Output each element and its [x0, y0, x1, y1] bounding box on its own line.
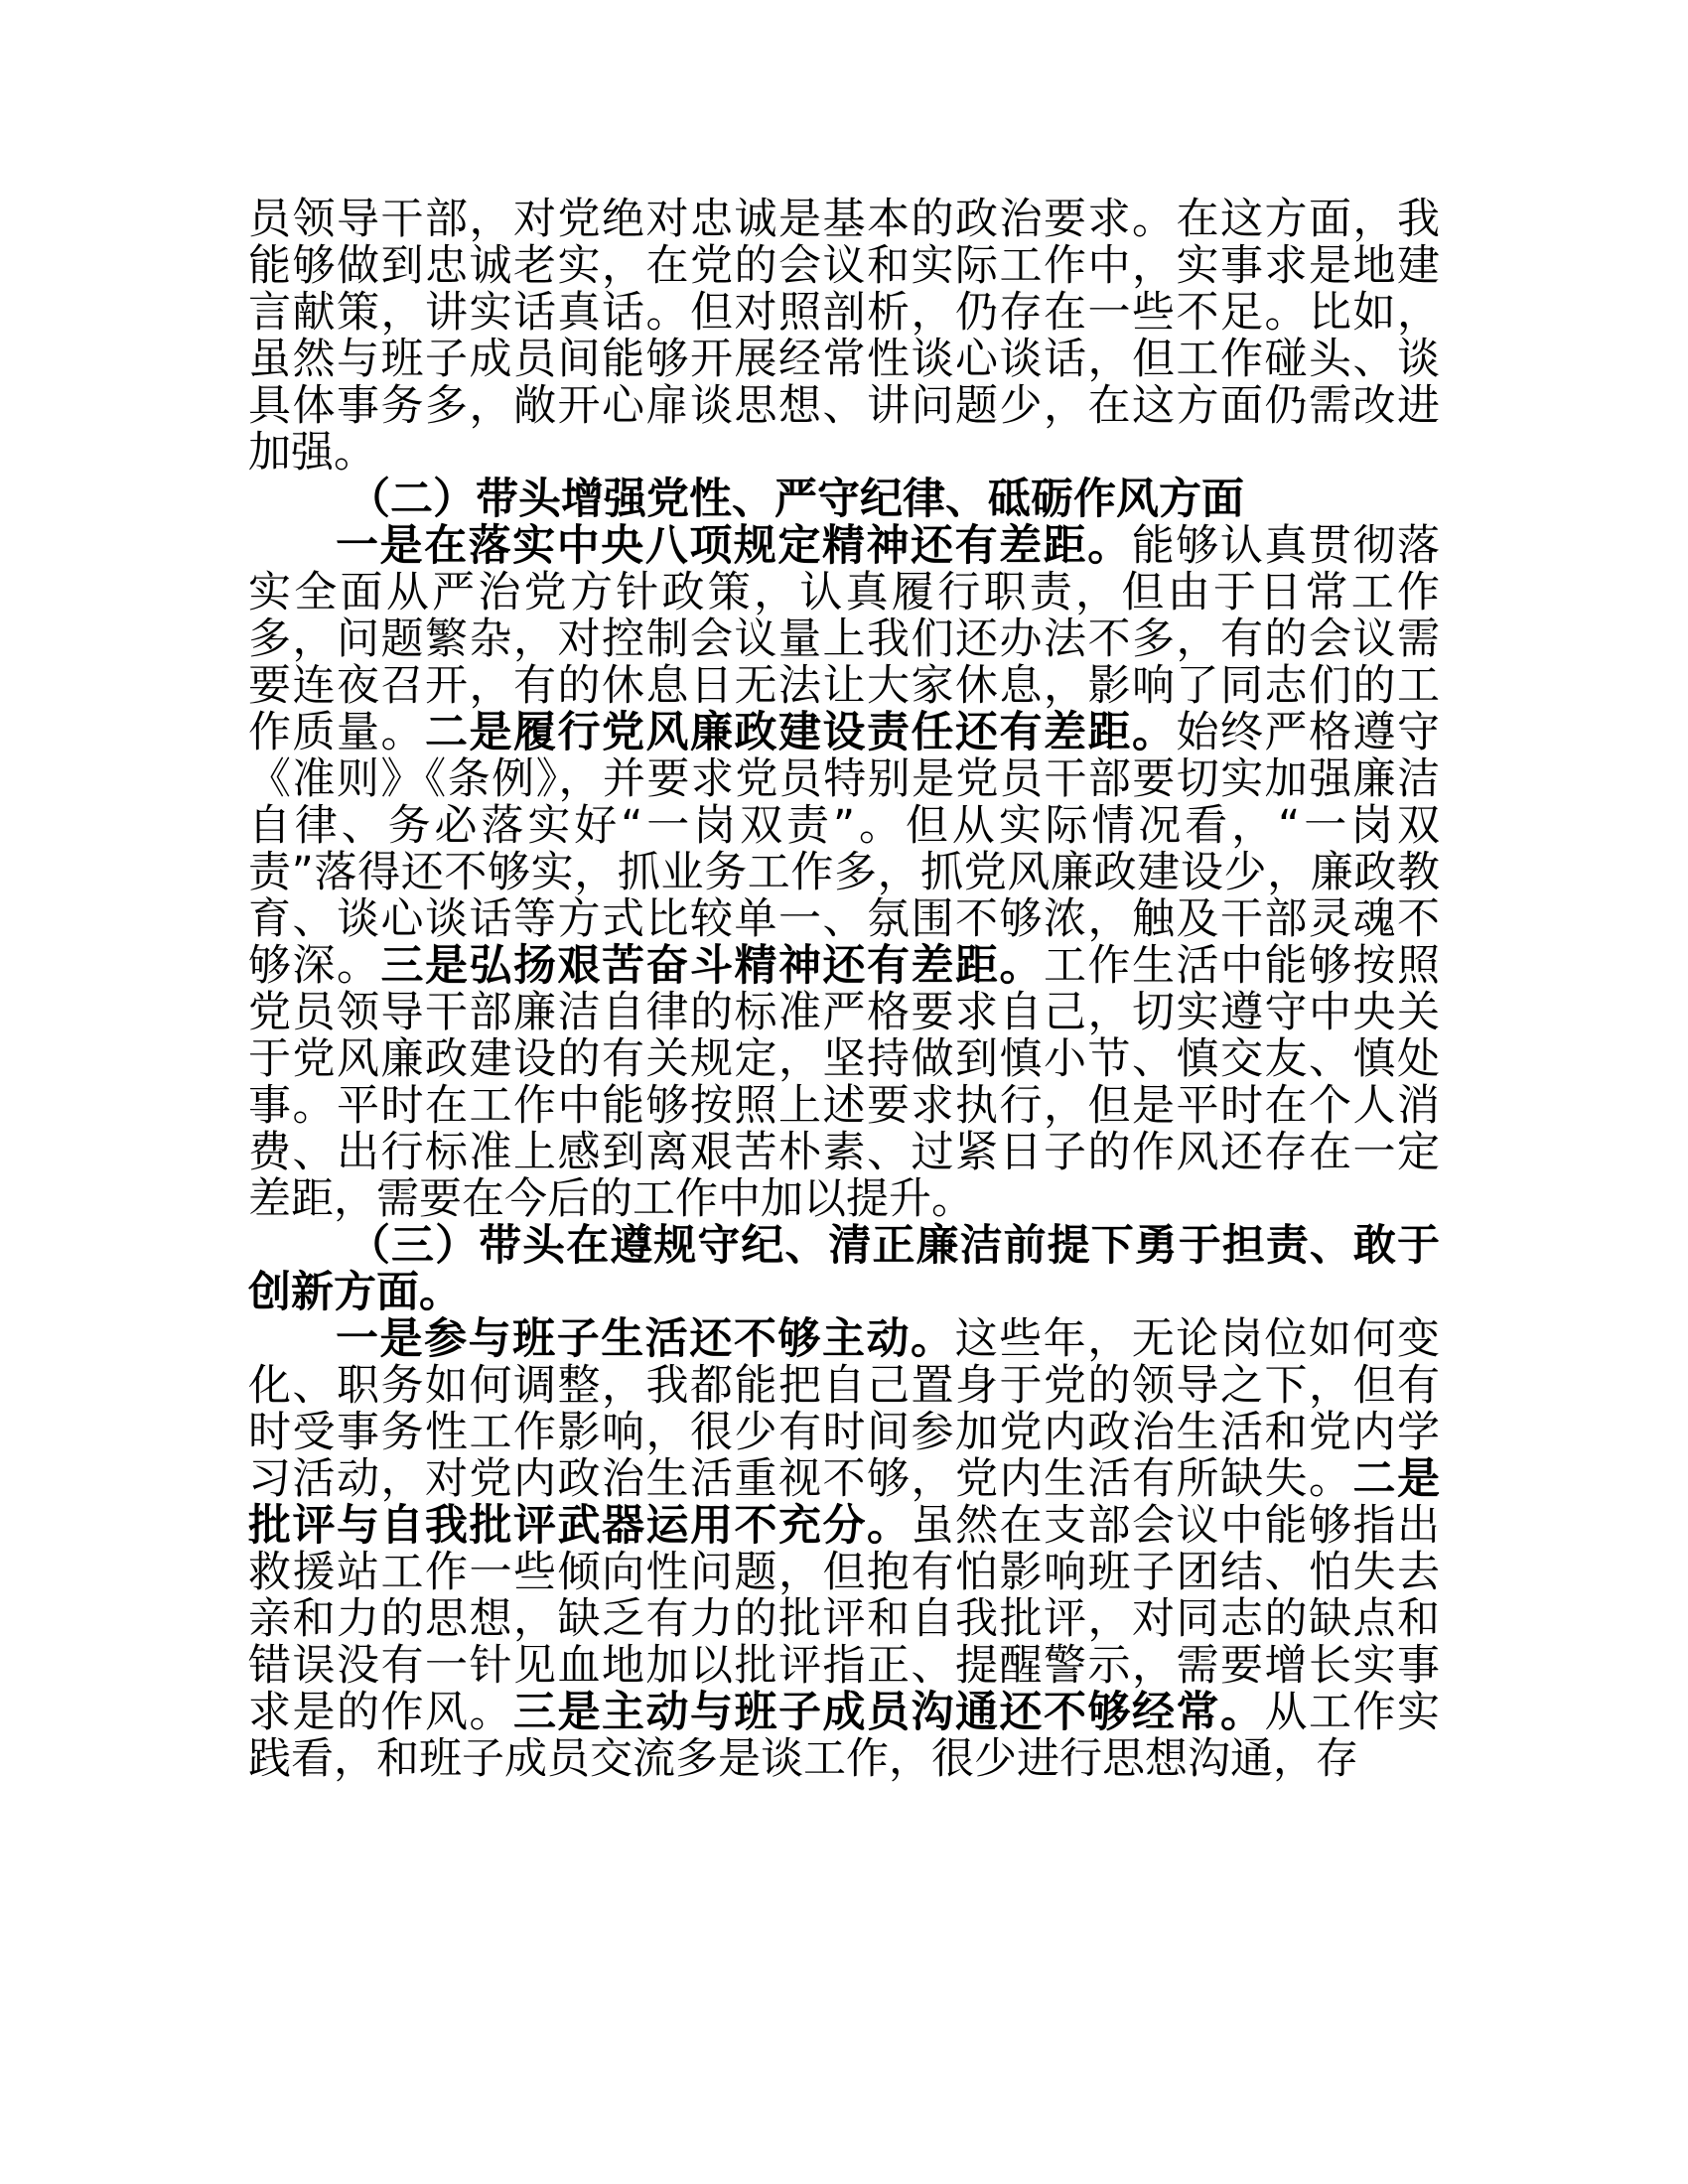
bold-point-two: 二是批评与自我批评武器运用不充分。 — [248, 1454, 1440, 1551]
paragraph-responsibility — [248, 1316, 1440, 1783]
document-page — [248, 197, 1440, 1783]
section-heading-responsibility: （三）带头在遵规守纪、清正廉洁前提下勇于担责、敢于创新方面。 — [248, 1221, 1440, 1317]
paragraph-text: 虽然在支部会议中能够指出救援站工作一些倾向性问题，但抱有怕影响班子团结、怕失去亲和力的思想，缺乏有力的批评和自我批评，对同志的缺点和错误没有一针见血地加以批评指正、提醒警示，需要增长实事求是的作风。 — [248, 1501, 1440, 1737]
paragraph-party-spirit — [248, 523, 1440, 1223]
paragraph-text: 工作生活中能够按照党员领导干部廉洁自律的标准严格要求自己，切实遵守中央关于党风廉政建设的有关规定，坚持做到慎小节、慎交友、慎处事。平时在工作中能够按照上述要求执行，但是平时在个人消费、出行标准上感到离艰苦朴素、过紧日子的作风还存在一定差距，需要在今后的工作中加以提升。 — [248, 941, 1440, 1224]
bold-point-one: 一是参与班子生活还不够主动。 — [336, 1314, 955, 1364]
paragraph-text: 员领导干部，对党绝对忠诚是基本的政治要求。在这方面，我能够做到忠诚老实，在党的会议和实际工作中，实事求是地建言献策，讲实话真话。但对照剖析，仍存在一些不足。比如，虽然与班子成员间能够开展经常性谈心谈话，但工作碰头、谈具体事务多，敞开心扉谈思想、讲问题少，在这方面仍需改进加强。 — [248, 195, 1440, 478]
paragraph-text: 能够认真贯彻落实全面从严治党方针政策，认真履行职责，但由于日常工作多，问题繁杂，对控制会议量上我们还办法不多，有的会议需要连夜召开，有的休息日无法让大家休息，影响了同志们的工作质量。 — [248, 521, 1441, 757]
paragraph-text: 从工作实践看，和班子成员交流多是谈工作，很少进行思想沟通，存 — [248, 1688, 1440, 1784]
section-heading-party-spirit: （二）带头增强党性、严守纪律、砥砺作风方面 — [348, 475, 1244, 524]
bold-point-three: 三是弘扬艰苦奋斗精神还有差距。 — [380, 941, 1044, 991]
paragraph-political-loyalty — [248, 197, 1440, 477]
paragraph-text: 这些年，无论岗位如何变化、职务如何调整，我都能把自己置身于党的领导之下，但有时受事务性工作影响，很少有时间参加党内政治生活和党内学习活动，对党内政治生活重视不够，党内生活有所缺失。 — [248, 1314, 1441, 1504]
bold-point-two: 二是履行党风廉政建设责任还有差距。 — [425, 708, 1177, 757]
bold-point-three: 三是主动与班子成员沟通还不够经常。 — [513, 1688, 1265, 1737]
paragraph-text: 始终严格遵守《准则》《条例》，并要求党员特别是党员干部要切实加强廉洁自律、务必落实好“一岗双责”。但从实际情况看，“一岗双责”落得还不够实，抓业务工作多，抓党风廉政建设少，廉政教育、谈心谈话等方式比较单一、氛围不够浓，触及干部灵魂不够深。 — [248, 708, 1440, 991]
bold-point-one: 一是在落实中央八项规定精神还有差距。 — [336, 521, 1132, 571]
